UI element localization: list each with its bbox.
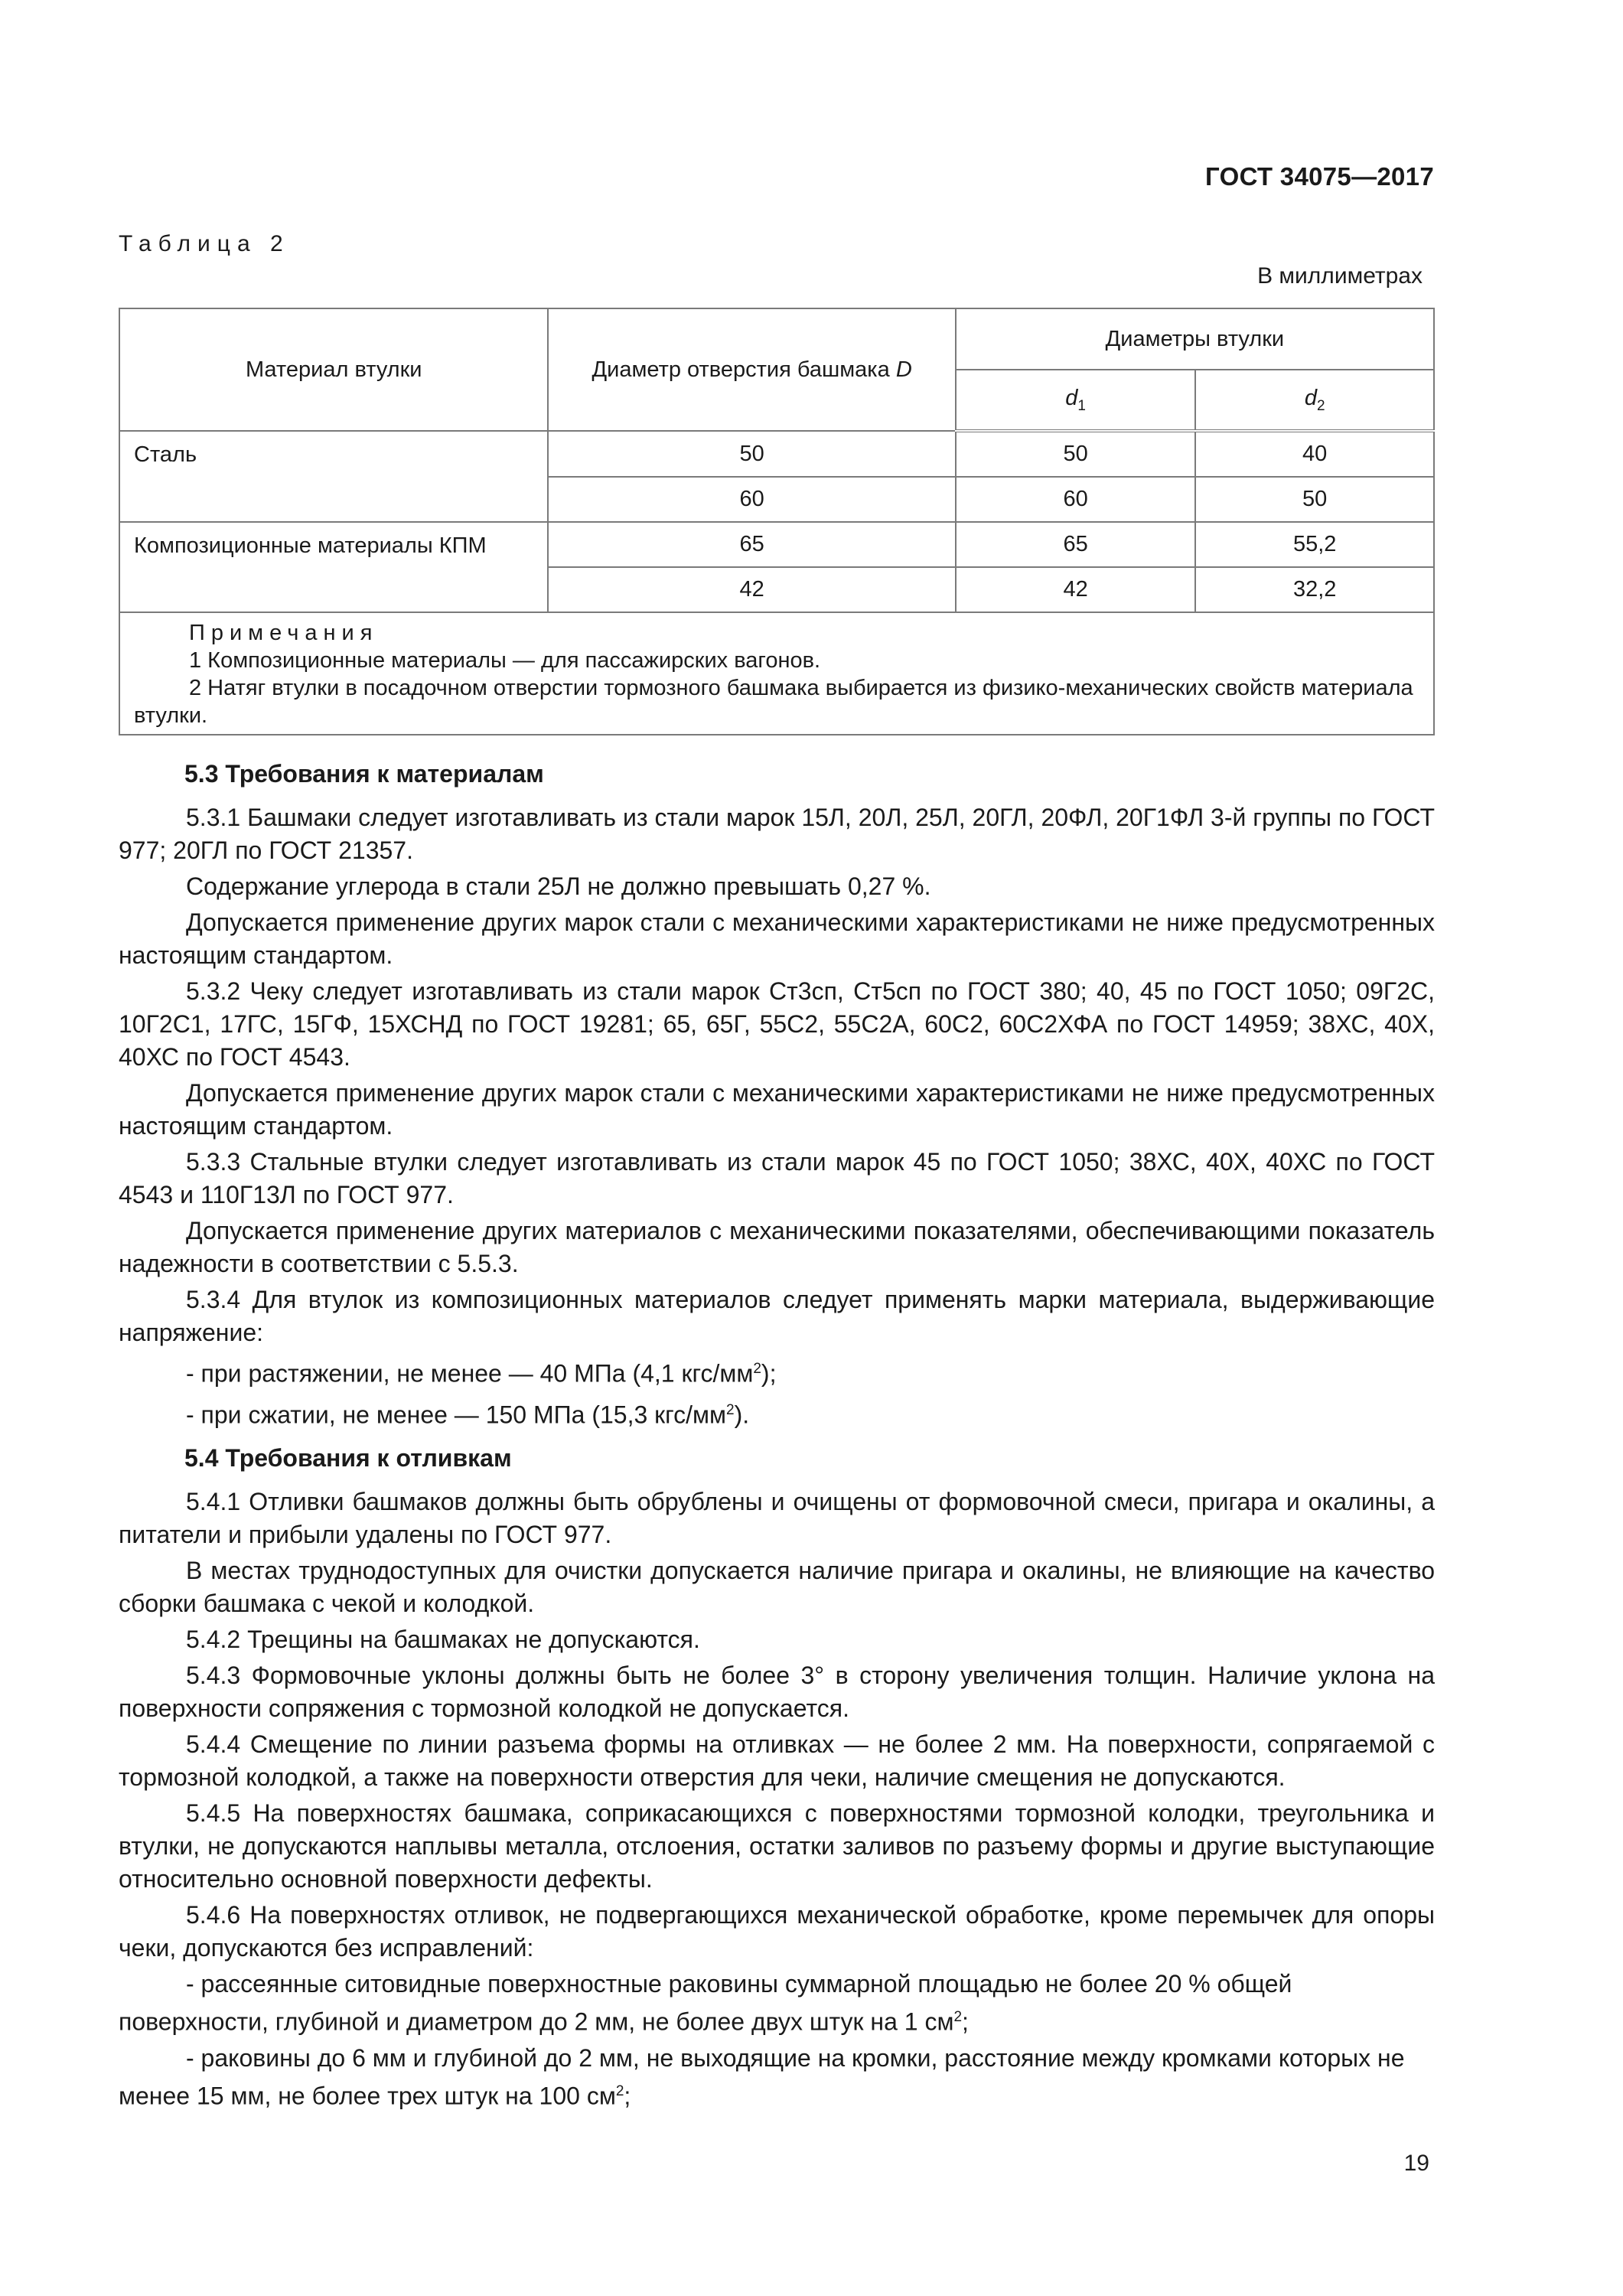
bushing-table: [119, 308, 1435, 735]
document-number: ГОСТ 34075—2017: [1205, 162, 1434, 191]
notes-title: Примечания: [189, 621, 379, 645]
paragraph: 5.4.1 Отливки башмаков должны быть обрублены и очищены от формовочной смеси, пригара и окалины, а питатели и прибыли удалены по ГОСТ 977.: [119, 1488, 1435, 1549]
table-row: [119, 431, 1434, 477]
section-heading: 5.4 Требования к отливкам: [184, 1444, 512, 1473]
paragraph: 5.4.4 Смещение по линии разъема формы на отливках — не более 2 мм. На поверхности, сопрягаемой с тормозной колодкой, а также на поверхности отверстия для чеки, наличие смещения не допускаются.: [119, 1730, 1435, 1792]
header-hole-diameter: Диаметр отверстия башмака D: [548, 308, 955, 431]
paragraph: 5.4.3 Формовочные уклоны должны быть не более 3° в сторону увеличения толщин. Наличие уклона на поверхности сопряжения с тормозной колодкой не допускается.: [119, 1662, 1435, 1723]
list-item: - при сжатии, не менее — 150 МПа (15,3 кгс/$мм^2$).: [186, 1401, 750, 1429]
paragraph: 5.4.6 На поверхностях отливок, не подвергающихся механической обработке, кроме перемычек для опоры чеки, допускаются без исправлений:: [119, 1901, 1435, 1962]
paragraph: Допускается применение других марок стали с механическими характеристиками не ниже предусмотренных настоящим стандартом.: [119, 908, 1435, 969]
note-item: 1 Композиционные материалы — для пассажирских вагонов.: [189, 648, 821, 673]
table-row: [119, 522, 1434, 567]
hole-diameter-cell: 65: [548, 522, 955, 567]
page-number: 19: [1403, 2151, 1429, 2176]
paragraph: 5.3.1 Башмаки следует изготавливать из стали марок 15Л, 20Л, 25Л, 20ГЛ, 20ФЛ, 20Г1ФЛ 3-й группы по ГОСТ 977; 20ГЛ по ГОСТ 21357.: [119, 804, 1435, 864]
list-item: - рассеянные ситовидные поверхностные раковины суммарной площадью не более 20 % общей поверхности, глубиной и диаметром до 2 мм, не более двух штук на 1 $см^2$;: [119, 1970, 1292, 2036]
table-notes: [119, 612, 1434, 735]
d1-cell: 50: [956, 431, 1196, 477]
paragraph: Допускается применение других марок стали с механическими характеристиками не ниже предусмотренных настоящим стандартом.: [119, 1079, 1435, 1140]
hole-diameter-cell: 42: [548, 567, 955, 612]
d2-cell: 40: [1195, 431, 1434, 477]
paragraph: Содержание углерода в стали 25Л не должно превышать 0,27 %.: [186, 872, 931, 900]
note-item: 2 Натяг втулки в посадочном отверстии тормозного башмака выбирается из физико-механических свойств материала втулки.: [134, 676, 1413, 728]
material-cell: Композиционные материалы КПМ: [119, 522, 548, 612]
main-text: [119, 758, 1435, 2116]
list-item: - при растяжении, не менее — 40 МПа (4,1 кгс/$мм^2$);: [186, 1359, 777, 1388]
hole-diameter-cell: 60: [548, 477, 955, 522]
list-item: - раковины до 6 мм и глубиной до 2 мм, не выходящие на кромки, расстояние между кромками которых не менее 15 мм, не более трех штук на 100 $см^2$;: [119, 2043, 1405, 2110]
header-d1: $d_1$: [956, 370, 1196, 431]
header-d2: $d_2$: [1195, 370, 1434, 431]
paragraph: В местах труднодоступных для очистки допускается наличие пригара и окалины, не влияющие на качество сборки башмака с чекой и колодкой.: [119, 1557, 1435, 1618]
table-units: В миллиметрах: [1257, 263, 1423, 289]
d1-cell: 60: [956, 477, 1196, 522]
header-bushing-diameters: Диаметры втулки: [956, 308, 1434, 370]
d1-cell: 42: [956, 567, 1196, 612]
table-caption: Таблица 2: [119, 231, 290, 256]
d1-cell: 65: [956, 522, 1196, 567]
d2-cell: 32,2: [1195, 567, 1434, 612]
paragraph: 5.3.2 Чеку следует изготавливать из стали марок Ст3сп, Ст5сп по ГОСТ 380; 40, 45 по ГОСТ 1050; 09Г2С, 10Г2С1, 17ГС, 15ГФ, 15ХСНД по ГОСТ 19281; 65, 65Г, 55С2, 55С2А, 60С2, 60С2ХФА по ГОСТ 14959; 38ХС, 40Х, 40ХС по ГОСТ 4543.: [119, 977, 1435, 1071]
material-cell: Сталь: [119, 431, 548, 522]
d2-cell: 50: [1195, 477, 1434, 522]
section-heading: 5.3 Требования к материалам: [184, 760, 544, 788]
paragraph: 5.3.4 Для втулок из композиционных материалов следует применять марки материала, выдерживающие напряжение:: [119, 1286, 1435, 1346]
d2-cell: 55,2: [1195, 522, 1434, 567]
paragraph: 5.3.3 Стальные втулки следует изготавливать из стали марок 45 по ГОСТ 1050; 38ХС, 40Х, 40ХС по ГОСТ 4543 и 110Г13Л по ГОСТ 977.: [119, 1148, 1435, 1208]
hole-diameter-cell: 50: [548, 431, 955, 477]
header-material: Материал втулки: [119, 308, 548, 431]
paragraph: Допускается применение других материалов с механическими показателями, обеспечивающими показатель надежности в соответствии с 5.5.3.: [119, 1217, 1435, 1277]
paragraph: 5.4.5 На поверхностях башмака, соприкасающихся с поверхностями тормозной колодки, треугольника и втулки, не допускаются наплывы металла, отслоения, остатки заливов по разъему формы и другие выступающие относительно основной поверхности дефекты.: [119, 1799, 1435, 1893]
paragraph: 5.4.2 Трещины на башмаках не допускаются.: [186, 1626, 700, 1654]
